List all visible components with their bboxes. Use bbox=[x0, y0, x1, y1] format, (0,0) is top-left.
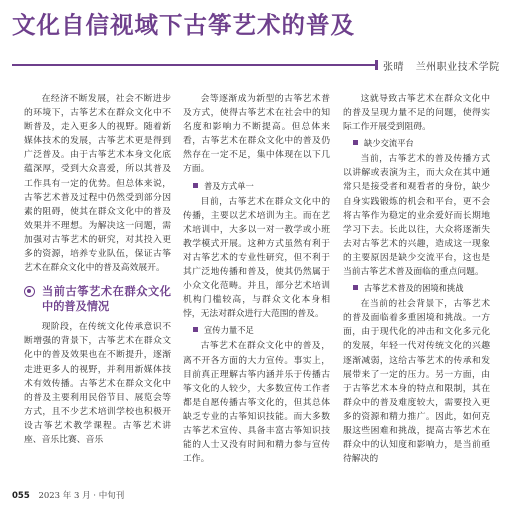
issue-info: 2023 年 3 月 · 中旬刊 bbox=[38, 491, 125, 501]
paragraph: 目前，古筝艺术在群众文化中的传播，主要以艺术培训为主。而在艺术培训中，大多以一对一教学或小班教学模式开展。这种方式虽然有利于对古筝艺术的专业性研究，但不利于其广泛地传播和普及，使其仍然属于小众文化范畴。并且，部分艺术培训机构门槛较高，与群众文化本身相悖，无法对群众进行大范围的普及。 bbox=[183, 196, 330, 320]
square-bullet-icon bbox=[193, 183, 198, 188]
section-bullet-icon bbox=[24, 286, 35, 297]
author-affiliation: 兰州职业技术学院 bbox=[415, 62, 500, 73]
paragraph: 在经济不断发展，社会不断进步的环境下，古筝艺术在群众文化中不断普及，走入更多人的视野。随着新媒体技术的发展，古筝艺术更是得到广泛普及。由于古筝艺术本身文化底蕴深厚，受到大众喜爱，所以其普及工作具有一定的优势。但总体来说，古筝艺术普及过程中仍然受到部分因素的阻碍，使其在群众文化中的普及效果并不理想。为解决这一问题，需加强对古筝艺术的研究，对其投入更多的资源，培养专业队伍，保证古筝艺术在群众文化中的普及高效展开。 bbox=[24, 94, 171, 274]
subheading-text: 普及方式单一 bbox=[204, 180, 254, 191]
byline bbox=[383, 58, 500, 73]
subheading-text: 古筝艺术普及的困境和挑战 bbox=[364, 283, 464, 294]
subheading-text: 缺少交流平台 bbox=[364, 138, 414, 149]
subheading bbox=[343, 281, 490, 295]
subheading bbox=[183, 323, 330, 337]
paragraph: 当前，古筝艺术的普及传播方式以讲解或表演为主，而大众在其中通常只是接受者和观看者的身份，缺少自身实践锻炼的机会和平台，更不会将古筝作为稳定的业余爱好而长期地学习下去。长此以往，大众将逐渐失去对古筝艺术的兴趣，造成这一现象的主要原因是缺少交流平台，这也是当前古筝艺术普及面临的重点问题。 bbox=[343, 154, 490, 278]
square-bullet-icon bbox=[193, 327, 198, 332]
subheading bbox=[343, 136, 490, 150]
title-rule bbox=[12, 64, 378, 66]
section-heading bbox=[24, 284, 171, 314]
square-bullet-icon bbox=[353, 285, 358, 290]
title-rule-end-mark bbox=[375, 60, 378, 70]
square-bullet-icon bbox=[353, 140, 358, 145]
paragraph: 现阶段，在传统文化传承意识不断增强的背景下，古筝艺术在群众文化中的普及效果也在不断提升，逐渐走进更多人的视野，并利用新媒体技术有效传播。古筝艺术在群众文化中的普及主要利用民俗节目、展览会等方式，且不少艺术培训学校也积极开设古筝艺术教学课程。古筝艺术讲座、音乐比赛、音乐 bbox=[24, 322, 171, 445]
article-title: 文化自信视域下古筝艺术的普及 bbox=[12, 11, 355, 39]
author-name: 张晴 bbox=[383, 62, 404, 73]
subheading bbox=[183, 179, 330, 193]
text-column-1 bbox=[24, 92, 171, 447]
paragraph: 古筝艺术在群众文化中的普及，离不开各方面的大力宣传。事实上，目前真正理解古筝内涵并乐于传播古筝文化的人较少，大多数宣传工作者都是自愿传播古筝文化的，但其总体缺乏专业的古筝知识技能。而大多数古筝艺术宣传、具备丰富古筝知识技能的人士又没有时间和精力参与宣传工作。 bbox=[183, 341, 330, 465]
subheading-text: 宣传力量不足 bbox=[204, 325, 254, 336]
page-number: 055 bbox=[12, 491, 30, 501]
page-footer bbox=[12, 489, 124, 501]
paragraph: 在当前的社会背景下，古筝艺术的普及面临着多重困境和挑战。一方面，由于现代化的冲击和文化多元化的发展，年轻一代对传统文化的兴趣逐渐减弱，这给古筝艺术的传承和发展带来了一定的压力。另一方面，由于古筝艺术本身的特点和限制，其在群众中的普及难度较大，需要投入更多的资源和精力推广。因此，如何克服这些困难和挑战，提高古筝艺术在群众中的认知度和影响力，是当前亟待解决的 bbox=[343, 299, 490, 465]
text-column-2 bbox=[183, 92, 330, 466]
text-column-3 bbox=[343, 92, 490, 466]
paragraph: 会等逐渐成为新型的古筝艺术普及方式，使得古筝艺术在社会中的知名度和影响力不断提高。但总体来看，古筝艺术在群众文化中的普及仍然存在一定不足，集中体现在以下几方面。 bbox=[183, 94, 330, 175]
paragraph: 这就导致古筝艺术在群众文化中的普及呈现力量不足的问题，使得实际工作开展受到阻碍。 bbox=[343, 94, 490, 133]
section-heading-text: 当前古筝艺术在群众文化中的普及情况 bbox=[42, 285, 171, 314]
